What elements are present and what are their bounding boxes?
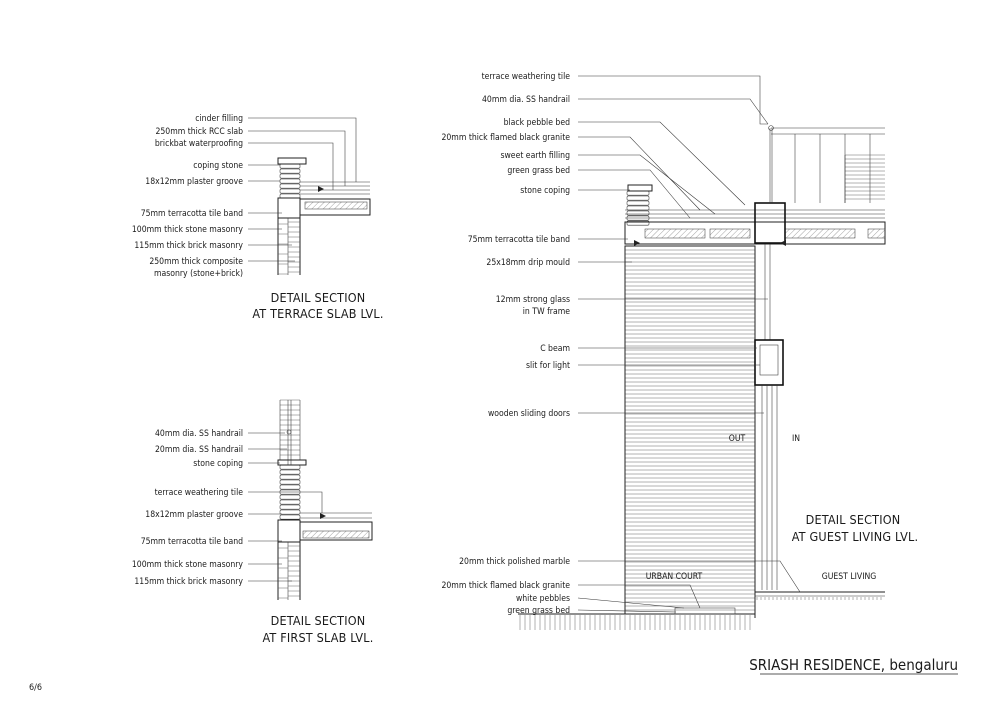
guest-living-drawing bbox=[515, 76, 885, 630]
label-20mm-handrail: 20mm dia. SS handrail bbox=[155, 445, 243, 455]
title-first-slab-line1: DETAIL SECTION bbox=[270, 613, 366, 628]
label-coping-stone: coping stone bbox=[193, 161, 243, 171]
label-terracotta-tile-band: 75mm terracotta tile band bbox=[140, 537, 243, 547]
label-green-grass-bed: green grass bed bbox=[507, 166, 570, 176]
label-plaster-groove: 18x12mm plaster groove bbox=[145, 510, 243, 520]
label-composite-masonry-1: 250mm thick composite bbox=[149, 257, 243, 267]
page-number: 6/6 bbox=[29, 683, 43, 693]
terrace-slab-drawing bbox=[248, 118, 370, 275]
label-guest-living: GUEST LIVING bbox=[821, 572, 877, 582]
label-rcc-slab: 250mm thick RCC slab bbox=[155, 127, 243, 137]
label-white-pebbles: white pebbles bbox=[515, 594, 570, 604]
label-green-grass-bed-ground: green grass bed bbox=[507, 606, 570, 616]
label-40mm-ss-handrail: 40mm dia. SS handrail bbox=[482, 95, 570, 105]
label-40mm-handrail: 40mm dia. SS handrail bbox=[155, 429, 243, 439]
label-slit-for-light: slit for light bbox=[525, 361, 570, 371]
label-terracotta-tile-band: 75mm terracotta tile band bbox=[140, 209, 243, 219]
label-terrace-weathering-tile: terrace weathering tile bbox=[481, 72, 570, 82]
title-first-slab-line2: AT FIRST SLAB LVL. bbox=[262, 630, 374, 645]
label-stone-coping: stone coping bbox=[520, 186, 570, 196]
first-slab-detail bbox=[132, 400, 374, 645]
label-brick-masonry: 115mm thick brick masonry bbox=[134, 241, 243, 251]
title-guest-living-line2: AT GUEST LIVING LVL. bbox=[791, 529, 919, 544]
label-stone-coping: stone coping bbox=[193, 459, 243, 469]
label-plaster-groove: 18x12mm plaster groove bbox=[145, 177, 243, 187]
label-in: IN bbox=[791, 434, 801, 444]
label-black-pebble-bed: black pebble bed bbox=[503, 118, 570, 128]
label-stone-masonry: 100mm thick stone masonry bbox=[131, 560, 243, 570]
label-composite-masonry-2: masonry (stone+brick) bbox=[153, 269, 243, 279]
label-terrace-weathering-tile: terrace weathering tile bbox=[154, 488, 243, 498]
guest-living-detail bbox=[441, 72, 918, 630]
label-strong-glass-2: in TW frame bbox=[522, 307, 570, 317]
label-cinder-filling: cinder filling bbox=[195, 114, 243, 124]
title-terrace-line1: DETAIL SECTION bbox=[270, 290, 366, 305]
label-brickbat-waterproofing: brickbat waterproofing bbox=[154, 139, 243, 149]
label-terracotta-tile-band: 75mm terracotta tile band bbox=[467, 235, 570, 245]
label-c-beam: C beam bbox=[540, 344, 570, 354]
label-wooden-sliding-doors: wooden sliding doors bbox=[487, 409, 570, 419]
label-stone-masonry: 100mm thick stone masonry bbox=[131, 225, 243, 235]
label-strong-glass-1: 12mm strong glass bbox=[495, 295, 570, 305]
label-flamed-black-granite: 20mm thick flamed black granite bbox=[441, 133, 570, 143]
label-urban-court: URBAN COURT bbox=[645, 572, 703, 582]
label-sweet-earth-filling: sweet earth filling bbox=[500, 151, 570, 161]
first-slab-drawing bbox=[248, 400, 372, 600]
label-out: OUT bbox=[728, 434, 746, 444]
label-flamed-black-granite-floor: 20mm thick flamed black granite bbox=[441, 581, 570, 591]
coping-stone-shape bbox=[278, 158, 306, 164]
label-polished-marble: 20mm thick polished marble bbox=[459, 557, 570, 567]
label-drip-mould: 25x18mm drip mould bbox=[486, 258, 570, 268]
title-terrace-line2: AT TERRACE SLAB LVL. bbox=[252, 306, 384, 321]
label-brick-masonry: 115mm thick brick masonry bbox=[134, 577, 243, 587]
project-title: SRIASH RESIDENCE, bengaluru bbox=[749, 656, 958, 674]
terrace-slab-detail bbox=[132, 114, 384, 321]
title-guest-living-line1: DETAIL SECTION bbox=[805, 512, 901, 527]
